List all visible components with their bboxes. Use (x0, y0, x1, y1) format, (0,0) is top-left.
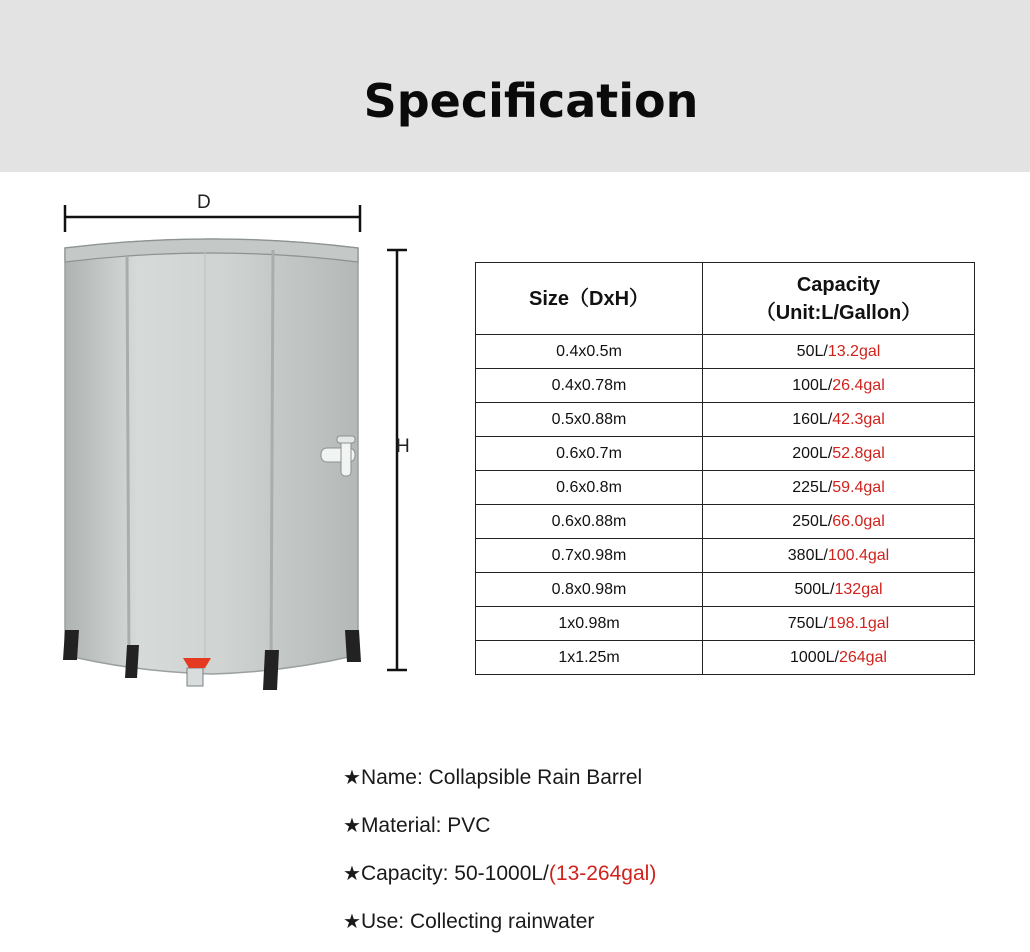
capacity-cell (703, 369, 975, 403)
capacity-header (703, 263, 975, 335)
capacity-header-line2: （Unit:L/Gallon） (755, 301, 922, 324)
height-label: H (396, 436, 410, 457)
capacity-cell (703, 437, 975, 471)
size-cell: 0.6x0.88m (476, 505, 703, 539)
gallons-value: 132gal (834, 580, 883, 598)
gallons-value: 52.8gal (832, 444, 885, 462)
capacity-cell (703, 573, 975, 607)
size-cell: 0.5x0.88m (476, 403, 703, 437)
capacity-cell (703, 607, 975, 641)
liters-value: 50L/ (796, 342, 828, 360)
gallons-value: 264gal (838, 648, 887, 666)
feature-capacity (343, 856, 656, 904)
liters-value: 380L/ (787, 546, 828, 564)
table-row (476, 471, 975, 505)
capacity-cell (703, 403, 975, 437)
rain-barrel-image (55, 190, 435, 710)
gallons-value: 42.3gal (832, 410, 885, 428)
size-cell: 1x1.25m (476, 641, 703, 675)
feature-list (343, 760, 656, 952)
liters-value: 750L/ (787, 614, 828, 632)
size-cell: 0.4x0.78m (476, 369, 703, 403)
size-header: Size（DxH） (476, 263, 703, 335)
gallons-value: 26.4gal (832, 376, 885, 394)
gallons-value: 198.1gal (827, 614, 890, 632)
feature-text: Use: Collecting rainwater (360, 910, 595, 933)
table-header-row (476, 263, 975, 335)
diameter-label: D (197, 192, 211, 213)
liters-value: 500L/ (794, 580, 835, 598)
spec-table (475, 262, 975, 675)
table-row (476, 641, 975, 675)
feature-name (343, 760, 656, 808)
gallons-value: 13.2gal (827, 342, 881, 360)
table-row (476, 607, 975, 641)
feature-material (343, 808, 656, 856)
table-row (476, 539, 975, 573)
feature-text: Capacity: 50-1000L/ (360, 862, 549, 885)
feature-highlight: (13-264gal) (548, 862, 657, 885)
size-cell: 0.4x0.5m (476, 335, 703, 369)
gallons-value: 59.4gal (832, 478, 885, 496)
star-icon: ★ (343, 861, 361, 885)
star-icon: ★ (343, 813, 361, 837)
liters-value: 250L/ (792, 512, 833, 530)
table-row (476, 505, 975, 539)
page-title: Specification (363, 74, 699, 128)
size-cell: 0.6x0.7m (476, 437, 703, 471)
capacity-cell (703, 641, 975, 675)
liters-value: 160L/ (792, 410, 833, 428)
gallons-value: 66.0gal (832, 512, 885, 530)
size-cell: 1x0.98m (476, 607, 703, 641)
liters-value: 200L/ (792, 444, 833, 462)
table-row (476, 335, 975, 369)
capacity-cell (703, 471, 975, 505)
capacity-cell (703, 505, 975, 539)
size-cell: 0.7x0.98m (476, 539, 703, 573)
barrel-illustration (55, 190, 435, 710)
liters-value: 100L/ (792, 376, 833, 394)
feature-use (343, 904, 656, 952)
table-row (476, 573, 975, 607)
size-cell: 0.6x0.8m (476, 471, 703, 505)
star-icon: ★ (343, 909, 361, 933)
liters-value: 1000L/ (790, 648, 839, 666)
capacity-cell (703, 335, 975, 369)
table-row (476, 403, 975, 437)
table-row (476, 437, 975, 471)
table-row (476, 369, 975, 403)
feature-text: Name: Collapsible Rain Barrel (360, 766, 643, 789)
feature-text: Material: PVC (360, 814, 491, 837)
liters-value: 225L/ (792, 478, 833, 496)
capacity-cell (703, 539, 975, 573)
star-icon: ★ (343, 765, 361, 789)
capacity-header-line1: Capacity (796, 273, 881, 296)
gallons-value: 100.4gal (827, 546, 890, 564)
size-cell: 0.8x0.98m (476, 573, 703, 607)
